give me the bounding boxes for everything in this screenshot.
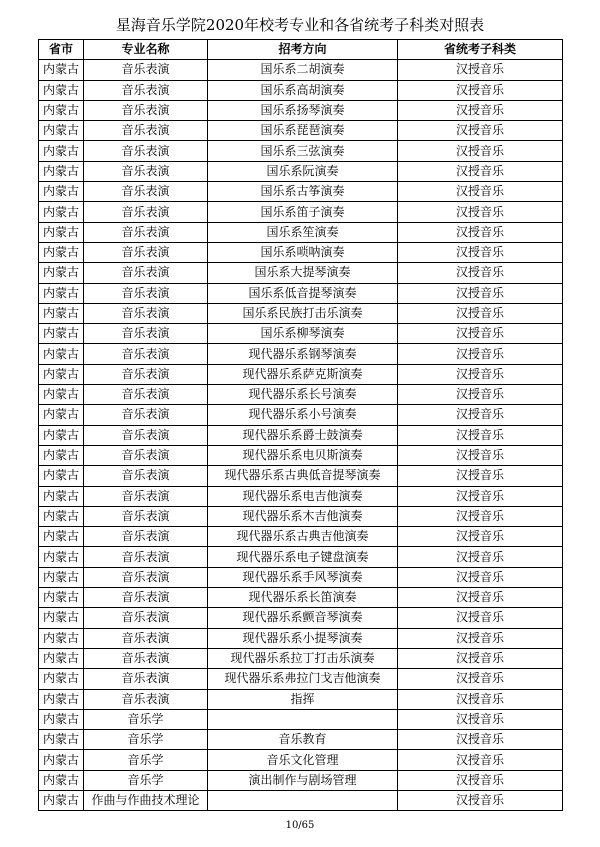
cell-direction: 国乐系二胡演奏 — [208, 60, 398, 80]
cell-province: 内蒙古 — [39, 385, 84, 405]
table-row — [39, 242, 563, 262]
cell-province: 内蒙古 — [39, 547, 84, 567]
cell-major: 音乐表演 — [84, 466, 208, 486]
cell-major: 音乐表演 — [84, 486, 208, 506]
cell-province: 内蒙古 — [39, 405, 84, 425]
cell-major: 音乐表演 — [84, 527, 208, 547]
cell-category: 汉授音乐 — [398, 466, 563, 486]
table-row — [39, 364, 563, 384]
cell-category: 汉授音乐 — [398, 588, 563, 608]
cell-major: 音乐表演 — [84, 344, 208, 364]
cell-province: 内蒙古 — [39, 790, 84, 810]
table-row — [39, 141, 563, 161]
cell-direction: 国乐系笛子演奏 — [208, 202, 398, 222]
table-row — [39, 344, 563, 364]
cell-category: 汉授音乐 — [398, 547, 563, 567]
cell-major: 音乐表演 — [84, 202, 208, 222]
cell-direction: 国乐系扬琴演奏 — [208, 100, 398, 120]
table-row — [39, 730, 563, 750]
cell-province: 内蒙古 — [39, 648, 84, 668]
table-row — [39, 567, 563, 587]
table-row — [39, 425, 563, 445]
cell-direction: 现代器乐系长笛演奏 — [208, 588, 398, 608]
cell-province: 内蒙古 — [39, 222, 84, 242]
cell-category: 汉授音乐 — [398, 182, 563, 202]
table-row — [39, 466, 563, 486]
cell-direction: 演出制作与剧场管理 — [208, 770, 398, 790]
table-row — [39, 303, 563, 323]
cell-province: 内蒙古 — [39, 303, 84, 323]
table-row — [39, 324, 563, 344]
cell-province: 内蒙古 — [39, 567, 84, 587]
cell-province: 内蒙古 — [39, 425, 84, 445]
cell-direction: 国乐系民族打击乐演奏 — [208, 303, 398, 323]
cell-major: 音乐表演 — [84, 161, 208, 181]
cell-province: 内蒙古 — [39, 242, 84, 262]
cell-direction: 现代器乐系拉丁打击乐演奏 — [208, 648, 398, 668]
cell-direction: 现代器乐系小提琴演奏 — [208, 628, 398, 648]
cell-major: 音乐表演 — [84, 506, 208, 526]
cell-major: 音乐表演 — [84, 405, 208, 425]
cell-category: 汉授音乐 — [398, 303, 563, 323]
table-row — [39, 445, 563, 465]
cell-province: 内蒙古 — [39, 141, 84, 161]
cell-category: 汉授音乐 — [398, 730, 563, 750]
header-province: 省市 — [39, 40, 84, 60]
cell-category: 汉授音乐 — [398, 60, 563, 80]
cell-major: 作曲与作曲技术理论 — [84, 790, 208, 810]
cell-direction: 现代器乐系手风琴演奏 — [208, 567, 398, 587]
cell-category: 汉授音乐 — [398, 263, 563, 283]
cell-province: 内蒙古 — [39, 283, 84, 303]
cell-province: 内蒙古 — [39, 689, 84, 709]
table-row — [39, 263, 563, 283]
cell-direction: 现代器乐系颤音琴演奏 — [208, 608, 398, 628]
table-row — [39, 689, 563, 709]
cell-category: 汉授音乐 — [398, 141, 563, 161]
cell-direction: 音乐教育 — [208, 730, 398, 750]
cell-major: 音乐表演 — [84, 608, 208, 628]
header-major: 专业名称 — [84, 40, 208, 60]
table-body — [39, 60, 563, 811]
cell-direction: 现代器乐系爵士鼓演奏 — [208, 425, 398, 445]
cell-province: 内蒙古 — [39, 669, 84, 689]
cell-major: 音乐表演 — [84, 100, 208, 120]
table-row — [39, 770, 563, 790]
cell-province: 内蒙古 — [39, 608, 84, 628]
cell-direction: 现代器乐系萨克斯演奏 — [208, 364, 398, 384]
cell-province: 内蒙古 — [39, 121, 84, 141]
cell-major: 音乐表演 — [84, 425, 208, 445]
cell-major: 音乐表演 — [84, 567, 208, 587]
cell-category: 汉授音乐 — [398, 608, 563, 628]
cell-direction: 国乐系高胡演奏 — [208, 80, 398, 100]
cell-province: 内蒙古 — [39, 344, 84, 364]
cell-category: 汉授音乐 — [398, 648, 563, 668]
cell-major: 音乐表演 — [84, 364, 208, 384]
table-row — [39, 588, 563, 608]
cell-province: 内蒙古 — [39, 60, 84, 80]
cell-category: 汉授音乐 — [398, 385, 563, 405]
cell-province: 内蒙古 — [39, 750, 84, 770]
cell-major: 音乐表演 — [84, 222, 208, 242]
cell-major: 音乐表演 — [84, 182, 208, 202]
cell-major: 音乐表演 — [84, 80, 208, 100]
cell-major: 音乐表演 — [84, 242, 208, 262]
cell-direction: 国乐系三弦演奏 — [208, 141, 398, 161]
cell-direction: 国乐系古筝演奏 — [208, 182, 398, 202]
cell-category: 汉授音乐 — [398, 527, 563, 547]
cell-major: 音乐学 — [84, 750, 208, 770]
cell-category: 汉授音乐 — [398, 506, 563, 526]
cell-province: 内蒙古 — [39, 628, 84, 648]
cell-province: 内蒙古 — [39, 80, 84, 100]
cell-category: 汉授音乐 — [398, 364, 563, 384]
cell-category: 汉授音乐 — [398, 100, 563, 120]
table-row — [39, 628, 563, 648]
cell-direction: 现代器乐系钢琴演奏 — [208, 344, 398, 364]
cell-province: 内蒙古 — [39, 709, 84, 729]
cell-category: 汉授音乐 — [398, 770, 563, 790]
table-row — [39, 385, 563, 405]
cell-major: 音乐表演 — [84, 263, 208, 283]
cell-direction: 现代器乐系木吉他演奏 — [208, 506, 398, 526]
cell-province: 内蒙古 — [39, 364, 84, 384]
cell-category: 汉授音乐 — [398, 161, 563, 181]
cell-major: 音乐表演 — [84, 60, 208, 80]
cell-major: 音乐表演 — [84, 628, 208, 648]
table-row — [39, 547, 563, 567]
cell-major: 音乐学 — [84, 770, 208, 790]
table-row — [39, 506, 563, 526]
table-row — [39, 790, 563, 810]
cell-category: 汉授音乐 — [398, 628, 563, 648]
cell-major: 音乐表演 — [84, 669, 208, 689]
table-row — [39, 161, 563, 181]
cell-category: 汉授音乐 — [398, 283, 563, 303]
cell-direction: 国乐系阮演奏 — [208, 161, 398, 181]
page-number: 10/65 — [285, 820, 315, 831]
cell-major: 音乐学 — [84, 730, 208, 750]
cell-province: 内蒙古 — [39, 527, 84, 547]
cell-category: 汉授音乐 — [398, 121, 563, 141]
cell-province: 内蒙古 — [39, 182, 84, 202]
cell-direction: 现代器乐系电贝斯演奏 — [208, 445, 398, 465]
table-row — [39, 121, 563, 141]
table-row — [39, 182, 563, 202]
cell-major: 音乐表演 — [84, 547, 208, 567]
cell-direction: 国乐系柳琴演奏 — [208, 324, 398, 344]
cell-province: 内蒙古 — [39, 202, 84, 222]
cell-major: 音乐表演 — [84, 141, 208, 161]
cell-province: 内蒙古 — [39, 730, 84, 750]
cell-direction: 国乐系笙演奏 — [208, 222, 398, 242]
table-row — [39, 202, 563, 222]
table-row — [39, 608, 563, 628]
cell-category: 汉授音乐 — [398, 324, 563, 344]
cell-major: 音乐表演 — [84, 445, 208, 465]
cell-category: 汉授音乐 — [398, 750, 563, 770]
table-row — [39, 669, 563, 689]
cell-category: 汉授音乐 — [398, 567, 563, 587]
cell-category: 汉授音乐 — [398, 486, 563, 506]
cell-category: 汉授音乐 — [398, 709, 563, 729]
cell-category: 汉授音乐 — [398, 425, 563, 445]
cell-category: 汉授音乐 — [398, 405, 563, 425]
cell-category: 汉授音乐 — [398, 344, 563, 364]
header-direction: 招考方向 — [208, 40, 398, 60]
cell-direction: 音乐文化管理 — [208, 750, 398, 770]
table-row — [39, 60, 563, 80]
table-row — [39, 100, 563, 120]
cell-category: 汉授音乐 — [398, 790, 563, 810]
cell-category: 汉授音乐 — [398, 689, 563, 709]
header-row — [39, 40, 563, 60]
cell-direction: 指挥 — [208, 689, 398, 709]
document-title: 星海音乐学院2020年校考专业和各省统考子科类对照表 — [115, 16, 485, 34]
table-row — [39, 750, 563, 770]
cell-direction: 国乐系大提琴演奏 — [208, 263, 398, 283]
table-row — [39, 405, 563, 425]
cell-major: 音乐表演 — [84, 121, 208, 141]
cell-direction: 现代器乐系电吉他演奏 — [208, 486, 398, 506]
cell-direction: 现代器乐系小号演奏 — [208, 405, 398, 425]
cell-major: 音乐学 — [84, 709, 208, 729]
cell-province: 内蒙古 — [39, 588, 84, 608]
cell-direction: 现代器乐系电子键盘演奏 — [208, 547, 398, 567]
cell-category: 汉授音乐 — [398, 242, 563, 262]
cell-major: 音乐表演 — [84, 283, 208, 303]
header-category: 省统考子科类 — [398, 40, 563, 60]
major-category-table — [38, 39, 563, 811]
cell-direction: 现代器乐系古典吉他演奏 — [208, 527, 398, 547]
cell-direction: 国乐系低音提琴演奏 — [208, 283, 398, 303]
cell-province: 内蒙古 — [39, 506, 84, 526]
table-row — [39, 527, 563, 547]
cell-category: 汉授音乐 — [398, 445, 563, 465]
cell-category: 汉授音乐 — [398, 80, 563, 100]
cell-major: 音乐表演 — [84, 324, 208, 344]
cell-province: 内蒙古 — [39, 770, 84, 790]
table-row — [39, 709, 563, 729]
cell-direction — [208, 790, 398, 810]
cell-category: 汉授音乐 — [398, 669, 563, 689]
cell-major: 音乐表演 — [84, 588, 208, 608]
cell-direction: 现代器乐系古典低音提琴演奏 — [208, 466, 398, 486]
cell-category: 汉授音乐 — [398, 222, 563, 242]
cell-province: 内蒙古 — [39, 100, 84, 120]
cell-province: 内蒙古 — [39, 445, 84, 465]
cell-direction: 国乐系琵琶演奏 — [208, 121, 398, 141]
table-row — [39, 648, 563, 668]
cell-province: 内蒙古 — [39, 486, 84, 506]
cell-major: 音乐表演 — [84, 648, 208, 668]
cell-major: 音乐表演 — [84, 385, 208, 405]
table-row — [39, 80, 563, 100]
cell-direction: 现代器乐系弗拉门戈吉他演奏 — [208, 669, 398, 689]
cell-major: 音乐表演 — [84, 689, 208, 709]
cell-category: 汉授音乐 — [398, 202, 563, 222]
table-row — [39, 222, 563, 242]
table-row — [39, 486, 563, 506]
table-row — [39, 283, 563, 303]
cell-province: 内蒙古 — [39, 466, 84, 486]
cell-province: 内蒙古 — [39, 161, 84, 181]
cell-direction: 国乐系唢呐演奏 — [208, 242, 398, 262]
cell-direction — [208, 709, 398, 729]
cell-province: 内蒙古 — [39, 324, 84, 344]
cell-major: 音乐表演 — [84, 303, 208, 323]
cell-province: 内蒙古 — [39, 263, 84, 283]
cell-direction: 现代器乐系长号演奏 — [208, 385, 398, 405]
